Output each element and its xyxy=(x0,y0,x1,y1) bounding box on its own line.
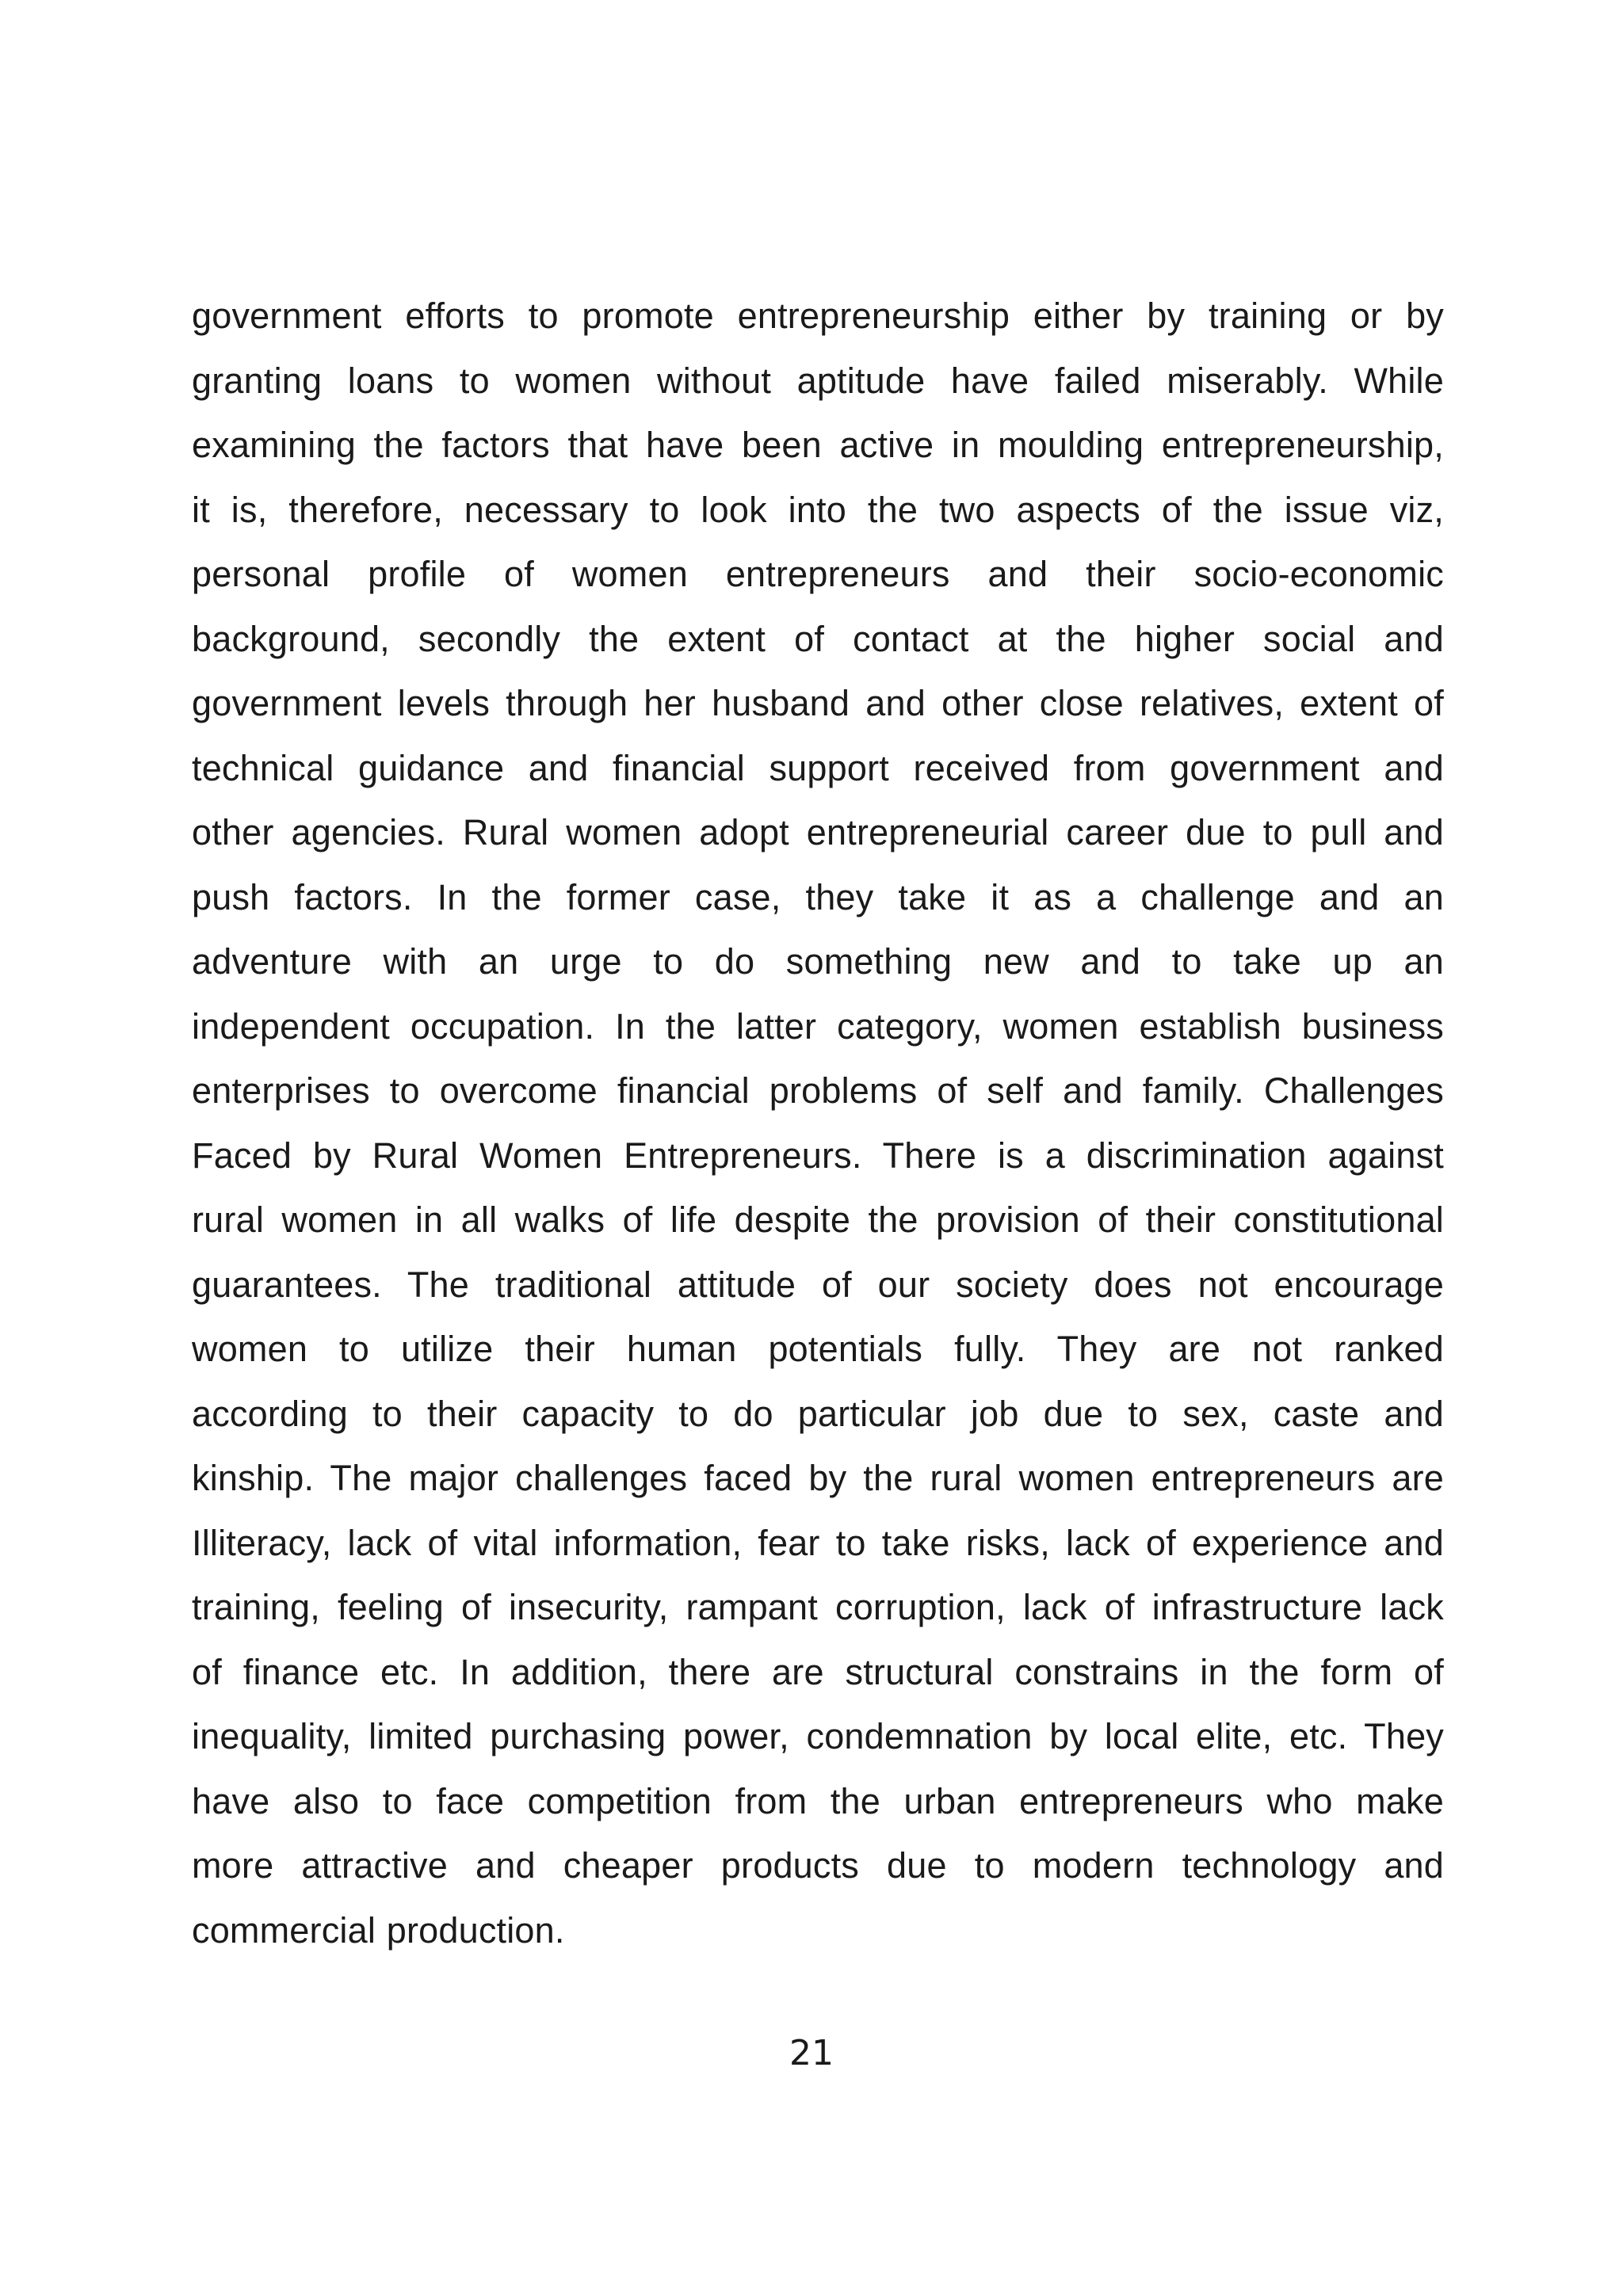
paragraph-line: push factors. In the former case, they take it as a challenge and an xyxy=(192,876,1444,917)
paragraph-line: it is, therefore, necessary to look into the two aspects of the issue viz, xyxy=(192,489,1444,530)
paragraph-line: examining the factors that have been active in moulding entrepreneurship, xyxy=(192,425,1444,465)
paragraph-line: training, feeling of insecurity, rampant corruption, lack of infrastructure lack xyxy=(192,1587,1444,1627)
paragraph-line: adventure with an urge to do something new and to take up an xyxy=(192,941,1444,982)
paragraph-line: technical guidance and financial support received from government and xyxy=(192,747,1444,788)
paragraph-line: according to their capacity to do particular job due to sex, caste and xyxy=(192,1393,1444,1434)
paragraph-line: government levels through her husband and other close relatives, extent of xyxy=(192,683,1444,723)
paragraph-line: have also to face competition from the urban entrepreneurs who make xyxy=(192,1780,1444,1821)
paragraph-line: rural women in all walks of life despite the provision of their constitutional xyxy=(192,1199,1444,1240)
page-number: 21 xyxy=(789,2033,834,2073)
body-paragraph xyxy=(192,284,1444,1962)
paragraph-line: granting loans to women without aptitude have failed miserably. While xyxy=(192,360,1444,401)
paragraph-line: other agencies. Rural women adopt entrepreneurial career due to pull and xyxy=(192,812,1444,852)
paragraph-line: kinship. The major challenges faced by the rural women entrepreneurs are xyxy=(192,1458,1444,1498)
paragraph-line: commercial production. xyxy=(192,1909,565,1951)
paragraph-line: guarantees. The traditional attitude of our society does not encourage xyxy=(192,1264,1444,1305)
paragraph-line: more attractive and cheaper products due to modern technology and xyxy=(192,1845,1444,1886)
paragraph-line: personal profile of women entrepreneurs and their socio-economic xyxy=(192,554,1444,594)
paragraph-line: of finance etc. In addition, there are structural constrains in the form of xyxy=(192,1651,1444,1692)
paragraph-line: enterprises to overcome financial problems of self and family. Challenges xyxy=(192,1070,1444,1111)
paragraph-line: independent occupation. In the latter category, women establish business xyxy=(192,1005,1444,1047)
paragraph-line: Faced by Rural Women Entrepreneurs. There is a discrimination against xyxy=(192,1135,1444,1176)
paragraph-line: background, secondly the extent of contact at the higher social and xyxy=(192,618,1444,659)
paragraph-line: inequality, limited purchasing power, condemnation by local elite, etc. They xyxy=(192,1716,1444,1756)
paragraph-line: Illiteracy, lack of vital information, fear to take risks, lack of experience and xyxy=(192,1522,1444,1563)
paragraph-line: women to utilize their human potentials fully. They are not ranked xyxy=(192,1329,1444,1369)
paragraph-line: government efforts to promote entrepreneurship either by training or by xyxy=(192,296,1444,336)
